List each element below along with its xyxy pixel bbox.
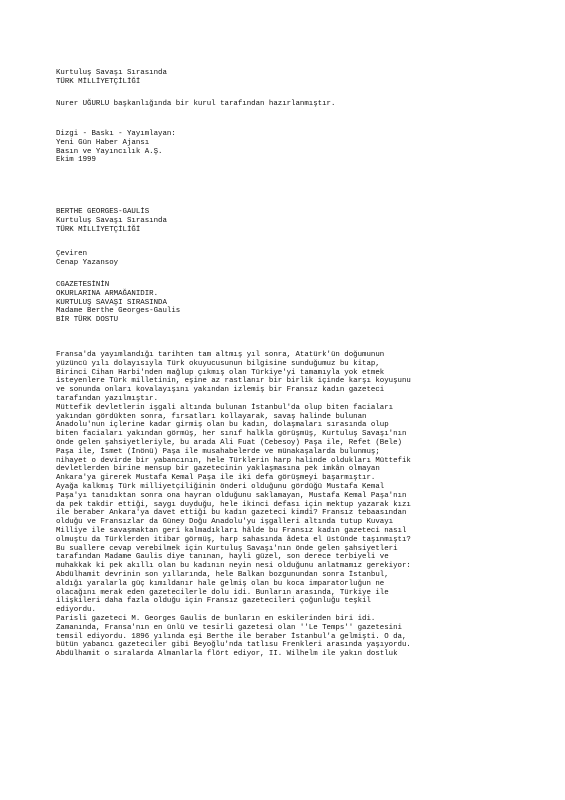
body-line: devletlerden birine mensup bir gazetecinin yaklaşmasına pek imkân olmayan xyxy=(56,465,380,474)
body-line: Fransa'da yayımlandığı tarihten tam altmış yıl sonra, Atatürk'ün doğumunun xyxy=(56,351,385,359)
body-line: Müttefik devletlerin işgali altında bulunan İstanbul'da olup biten faciaları xyxy=(56,403,394,412)
body-line: muhakkak ki pek akıllı olan bu kadının neyin nesi olduğunu anlatmamız gerekiyor: xyxy=(56,562,411,571)
body-line: biten faciaları yakından görmüş, her sınıf halkla görüşmüş, Kurtuluş Savaşı'nın xyxy=(56,430,407,439)
body-line: da pek takdir ettiği, saygı duyduğu, hele ikinci defası için mektup yazarak kızı xyxy=(56,500,411,509)
body-line: önde gelen şahsiyetleriyle, bu arada Ali Fuat (Cebesoy) Paşa ile, Refet (Bele) xyxy=(56,438,402,447)
title-block xyxy=(56,69,526,87)
title-line: Kurtuluş Savaşı Sırasında xyxy=(56,69,167,77)
dedication-line: Madame Berthe Georges-Gaulis xyxy=(56,307,181,316)
body-line: olacağını merak eden gazetecilerle dolu idi. Bunların arasında, Türkiye ile xyxy=(56,588,389,597)
body-line: Anadolu'nun içlerine kadar girmiş olan bu kadın, dolaşmaları sırasında olup xyxy=(56,421,389,430)
body-line: Ankara'ya girerek Mustafa Kemal Paşa ile iki defa görüşmeyi başarmıştır. xyxy=(56,474,376,483)
body-line: temsil ediyordu. 1896 yılında eşi Berthe ile beraber İstanbul'a gelmişti. O da, xyxy=(56,632,407,641)
body-line: yakından gördükten sonra, fırsatları kollayarak, savaş halinde bulunan xyxy=(56,412,367,421)
dedication-line: BİR TÜRK DOSTU xyxy=(56,316,119,325)
body-line: ediyordu. xyxy=(56,606,96,615)
publisher-line: Basın ve Yayıncılık A.Ş. xyxy=(56,147,163,156)
body-line: Milliye ile savaşmaktan geri kalmadıkları hâlde bu Fransız kadın gazeteci nasıl xyxy=(56,526,407,535)
body-text xyxy=(56,351,526,659)
body-line: tarafından yazılmıştır. xyxy=(56,394,159,403)
translator-line: Cenap Yazansoy xyxy=(56,258,119,267)
body-line: Bu suallere cevap verebilmek için Kurtuluş Savaşı'nın önde gelen şahsiyetleri xyxy=(56,544,398,553)
body-line: Paşa ile, İsmet (İnönü) Paşa ile musahabelerde ve münakaşalarda bulunmuş; xyxy=(56,447,380,456)
publisher-line: Yeni Gün Haber Ajansı xyxy=(56,138,150,147)
dedication-line: CGAZETESİNİN xyxy=(56,281,110,289)
translator-line: Çeviren xyxy=(56,250,88,258)
body-line: Abdülhamit devrinin son yıllarında, hele Balkan bozgunundan sonra İstanbul, xyxy=(56,570,389,579)
body-line: aldığı yaralarla güç kımıldanır hale gelmiş olan bu koca imparatorluğun ne xyxy=(56,579,385,588)
body-line: bütün yabancı gazeteciler gibi Beyoğlu'nda tatlısu Frenkleri arasında yaşıyordu. xyxy=(56,641,411,650)
dedication-block xyxy=(56,281,526,325)
author-line: BERTHE GEORGES-GAULİS xyxy=(56,208,150,216)
publisher-line: Dizgi - Baskı - Yayımlayan: xyxy=(56,130,176,138)
body-line: Ayağa kalkmış Türk milliyetçiliğinin önderi olduğunu gördüğü Mustafa Kemal xyxy=(56,482,385,491)
prepared-by-line: Nurer UĞURLU başkanlığında bir kurul tarafından hazırlanmıştır. xyxy=(56,100,336,108)
body-line: Parisli gazeteci M. Georges Gaulis de bunların en eskilerinden biri idi. xyxy=(56,614,376,623)
body-line: isteyenlere Türk milletinin, eşine az rastlanır bir birlik içinde karşı koyuşunu xyxy=(56,377,411,386)
translator-block xyxy=(56,250,526,268)
author-block xyxy=(56,208,526,234)
body-line: Zamanında, Fransa'nın en ünlü ve tesirli gazetesi olan ''Le Temps'' gazetesini xyxy=(56,623,402,632)
body-line: nihayet o devirde bir yabancının, hele Türklerin harp halinde oldukları Müttefik xyxy=(56,456,411,465)
body-line: Birinci Cihan Harbi'nden mağlup çıkmış olan Türkiye'yi tamamıyla yok etmek xyxy=(56,368,385,377)
publisher-line: Ekim 1999 xyxy=(56,156,96,165)
body-line: Paşa'yı tanıdıktan sonra ona hayran olduğunu saklamayan, Mustafa Kemal Paşa'nın xyxy=(56,491,407,500)
body-line: Abdülhamit o sıralarda Almanlarla flört ediyor, II. Wilhelm ile yakın dostluk xyxy=(56,650,398,659)
prepared-by xyxy=(56,100,526,109)
dedication-line: OKURLARINA ARMAĞANIDIR. xyxy=(56,289,159,298)
dedication-line: KURTULUŞ SAVAŞI SIRASINDA xyxy=(56,298,167,307)
publisher-block xyxy=(56,130,526,165)
body-line: ilişkileri daha fazla olduğu için Fransız gazetecileri çoğunluğu teşkil xyxy=(56,597,371,606)
body-line: ile beraber Ankara'ya davet ettiği bu kadın gazeteci kimdi? Fransız tebaasından xyxy=(56,509,407,518)
author-line: Kurtuluş Savaşı Sırasında xyxy=(56,216,167,225)
body-line: olduğu ve Fransızlar da Güney Doğu Anadolu'yu işgalleri altında tutup Kuvayı xyxy=(56,518,394,527)
author-line: TÜRK MİLLİYETÇİLİĞİ xyxy=(56,225,141,234)
body-line: ve sonunda onları kovalayışını yakından izlemiş bir Fransız kadın gazeteci xyxy=(56,386,385,395)
title-line: TÜRK MİLLİYETÇİLİĞİ xyxy=(56,77,141,86)
body-line: tarafından Madame Gaulis diye tanınan, hayli güzel, son derece terbiyeli ve xyxy=(56,553,389,562)
body-line: olmuştu da Türklerden itibar görmüş, harp sahasında âdeta el üstünde taşınmıştı? xyxy=(56,535,411,544)
body-line: yüzüncü yılı dolayısıyla Türk okuyucusunun bilgisine sunduğumuz bu kitap, xyxy=(56,359,380,368)
